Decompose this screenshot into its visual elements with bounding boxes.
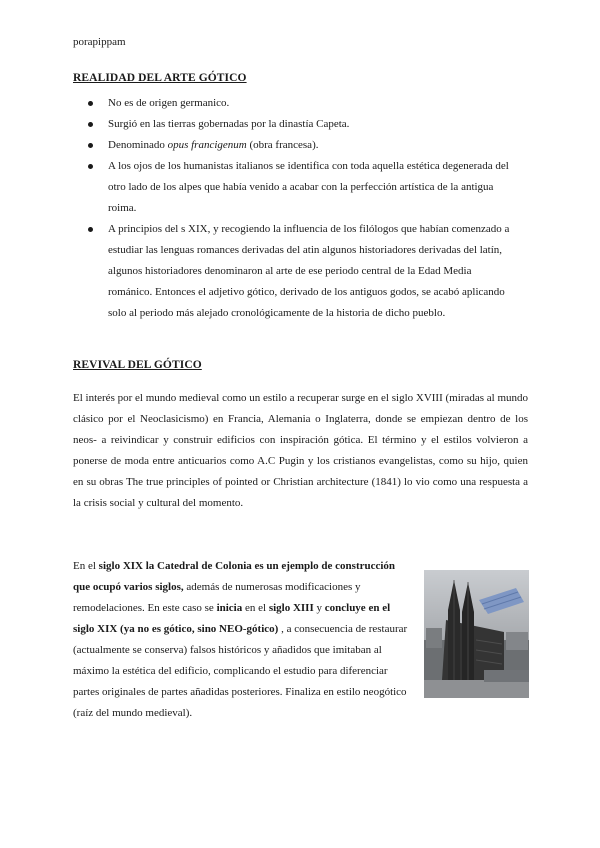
list-item-text-pre: Denominado bbox=[108, 139, 168, 151]
bullet-dot-icon bbox=[88, 227, 93, 232]
list-item bbox=[73, 93, 513, 114]
list-item-text-post: (obra francesa). bbox=[246, 139, 319, 151]
list-item-text: A los ojos de los humanistas italianos se identifica con toda aquella estética degenerada del otro lado de los alpes que había venido a acabar con la perfección artística de la antigua roima. bbox=[108, 160, 509, 214]
text-run: y bbox=[313, 602, 325, 614]
revival-paragraph: El interés por el mundo medieval como un estilo a recuperar surge en el siglo XVIII (miradas al mundo clásico por el Neoclasicismo) en Francia, Alemania o Inglaterra, donde se empiezan dentro de los neos- a reivindicar y construir edificios con inspiración gótica. El término y el estilos volvieron a ponerse de moda entre anticuarios como A.C Pugin y los cristianos evangelistas, como su hijo, quien en su obras The true principles of pointed or Christian architecture (1841) lo vio como una respuesta a la crisis social y cultural del momento. bbox=[73, 392, 528, 509]
list-item-text: Surgió en las tierras gobernadas por la dinastía Capeta. bbox=[108, 118, 350, 130]
section-heading-realidad: REALIDAD DEL ARTE GÓTICO bbox=[73, 72, 247, 84]
list-item bbox=[73, 114, 513, 135]
city-building bbox=[484, 670, 529, 682]
bold-text-run: concluye en el siglo XIX (ya no es gótico, sino NEO-gótico) bbox=[73, 602, 391, 635]
bullet-dot-icon bbox=[88, 164, 93, 169]
text-run: , a consecuencia de restaurar (actualmente se conserva) falsos históricos y añadidos que imitaban al máximo la estética del edificio, complicando el estudio para diferenciar partes originales de partes añadidas posteriores. Finaliza en estilo neogótico (raíz del mundo medieval). bbox=[73, 623, 408, 719]
bold-text-run: inicia bbox=[216, 602, 243, 614]
section-heading-revival: REVIVAL DEL GÓTICO bbox=[73, 359, 202, 371]
bullet-dot-icon bbox=[88, 122, 93, 127]
text-run: en el bbox=[242, 602, 269, 614]
list-item bbox=[73, 219, 513, 324]
page-header-text: porapippam bbox=[73, 36, 126, 48]
colonia-paragraph bbox=[73, 556, 408, 724]
list-item bbox=[73, 135, 513, 156]
text-run: En el bbox=[73, 560, 99, 572]
list-item-text-italic: opus francigenum bbox=[167, 139, 247, 151]
cathedral-photo bbox=[424, 570, 529, 698]
city-building bbox=[506, 632, 528, 650]
list-item-text: A principios del s XIX, y recogiendo la influencia de los filólogos que habían comenzado a estudiar las lenguas romances derivadas del atin algunos historiadores derivadas del latín, algunos historiadores denominaron al arte de ese periodo central de la Edad Media románico. Entonces el adjetivo gótico, derivado de los antiguos godos, se acabó aplicando solo al periodo más alejado cronológicamente de la historia de dicho pueblo. bbox=[108, 223, 510, 319]
bullet-dot-icon bbox=[88, 143, 93, 148]
bullet-list bbox=[73, 93, 513, 324]
city-building bbox=[426, 628, 442, 648]
list-item-text: No es de origen germanico. bbox=[108, 97, 230, 109]
bullet-dot-icon bbox=[88, 101, 93, 106]
text-run: además de numerosas modificaciones y remodelaciones. En este caso se bbox=[73, 581, 361, 614]
bold-text-run: siglo XIII bbox=[268, 602, 314, 614]
plaza-ground bbox=[424, 680, 529, 698]
list-item bbox=[73, 156, 513, 219]
bold-text-run: siglo XIX la Catedral de Colonia es un ejemplo de construcción que ocupó varios siglos, bbox=[73, 560, 396, 593]
cathedral-image bbox=[424, 570, 529, 698]
